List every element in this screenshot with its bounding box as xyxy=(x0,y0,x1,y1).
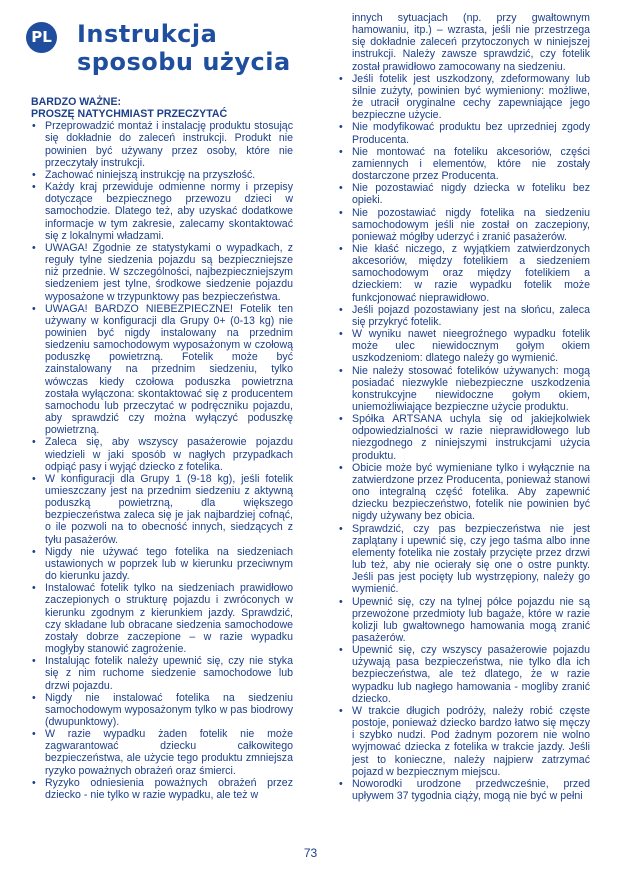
list-item: • Sprawdzić, czy pas bezpieczeństwa nie jest zaplątany i upewnić się, czy jego taśma albo inne elementy fotelika nie zostały przycięte przez drzwi lub też, aby nie ocierały się one o ostre punkty. Jeśli pas jest pocięty lub wystrzępiony, należy go wymienić. xyxy=(338,523,590,596)
list-item: • Jeśli pojazd pozostawiany jest na słońcu, zaleca się przykryć fotelik. xyxy=(338,304,590,328)
list-item: • UWAGA! Zgodnie ze statystykami o wypadkach, z reguły tylne siedzenia pojazdu są bezpieczniejsze niż przednie. W szczególności, najbezpieczniejszym siedzeniem jest tylne, środkowe siedzenie pojazdu wyposażone w trzypunktowy pas bezpieczeństwa. xyxy=(31,242,293,303)
list-item: • Nie montować na foteliku akcesoriów, części zamiennych i elementów, które nie zostały dostarczone przez Producenta. xyxy=(338,146,590,182)
list-item: • Noworodki urodzone przedwcześnie, przed upływem 37 tygodnia ciąży, mogą nie być w pełni xyxy=(338,778,590,802)
list-item: • W konfiguracji dla Grupy 1 (9-18 kg), jeśli fotelik umieszczany jest na przednim siedzeniu z aktywną poduszką powietrzną, dla większego bezpieczeństwa zaleca się je jak najbardziej cofnąć, o ile pozwoli na to obecność innych, siedzących z tyłu pasażerów. xyxy=(31,473,293,546)
list-item: • Upewnić się, czy na tylnej półce pojazdu nie są przewożone przedmioty lub bagaże, które w razie kolizji lub gwałtownego hamowania mogą zranić pasażerów. xyxy=(338,596,590,645)
warning-heading xyxy=(31,96,293,120)
list-item: • Zachować niniejszą instrukcję na przyszłość. xyxy=(31,169,293,181)
list-item: • Instalować fotelik tylko na siedzeniach prawidłowo zaczepionych o strukturę pojazdu i zwróconych w kierunku zgodnym z kierunkiem jazdy. Sprawdzić, czy składane lub obracane siedzenia samochodowe zostały dobrze zaczepione – w razie wypadku mogłyby stanowić zagrożenie. xyxy=(31,582,293,655)
title-line-1: Instrukcja xyxy=(77,20,218,48)
list-item: • Ryzyko odniesienia poważnych obrażeń przez dziecko - nie tylko w razie wypadku, ale też w xyxy=(31,777,293,801)
language-badge: PL xyxy=(26,22,57,53)
right-instruction-list xyxy=(338,12,590,802)
list-item: • Zaleca się, aby wszyscy pasażerowie pojazdu wiedzieli w jaki sposób w nagłych przypadkach odpiąć pasy i wyjąć dziecko z fotelika. xyxy=(31,436,293,472)
list-item: • W wyniku nawet nieegroźnego wypadku fotelik może ulec niewidocznym gołym okiem uszkodzeniom: dlatego należy go wymienić. xyxy=(338,328,590,364)
title-line-2: sposobu użycia xyxy=(77,48,291,76)
list-item: • Przeprowadzić montaż i instalację produktu stosując się dokładnie do zaleceń instrukcji. Produkt nie powinien być używany przez osoby, które nie przeczytały instrukcji. xyxy=(31,120,293,169)
list-item: • Spółka ARTSANA uchyla się od jakiejkolwiek odpowiedzialności w razie nieprawidłowego lub niezgodnego z niniejszymi instrukcjami użycia produktu. xyxy=(338,413,590,462)
warning-heading-line-1: BARDZO WAŻNE: xyxy=(31,96,122,108)
list-item: • Nie kłaść niczego, z wyjątkiem zatwierdzonych akcesoriów, między fotelikiem a siedzeniem samochodowym oraz między fotelikiem a dzieckiem: w razie wypadku fotelik może funkcjonować nieprawidłowo. xyxy=(338,243,590,304)
list-item: • Upewnić się, czy wszyscy pasażerowie pojazdu używają pasa bezpieczeństwa, nie tylko dla ich bezpieczeństwa, ale też dlatego, że w razie wypadku lub nagłego hamowania - mogliby zranić dziecko. xyxy=(338,644,590,705)
list-item: • Obicie może być wymieniane tylko i wyłącznie na zatwierdzone przez Producenta, ponieważ stanowi ono integralną część fotelika. Aby zapewnić dziecku bezpieczeństwo, fotelik nie powinien być nigdy używany bez obicia. xyxy=(338,462,590,523)
list-item: • Nie modyfikować produktu bez uprzedniej zgody Producenta. xyxy=(338,121,590,145)
list-item: • Nigdy nie instalować fotelika na siedzeniu samochodowym wyposażonym tylko w pas biodrowy (dwupunktowy). xyxy=(31,692,293,728)
list-item: • Jeśli fotelik jest uszkodzony, zdeformowany lub silnie zużyty, powinien być wymieniony: możliwe, że utracił oryginalne cechy zapewniające jego bezpieczne użycie. xyxy=(338,73,590,122)
list-item-continuation: innych sytuacjach (np. przy gwałtownym hamowaniu, itp.) – wzrasta, jeśli nie przestrzega się dokładnie zaleceń przytoczonych w niniejszej instrukcji. Należy zawsze sprawdzić, czy fotelik został prawidłowo zamocowany na siedzeniu. xyxy=(352,12,590,73)
list-item: • Nigdy nie używać tego fotelika na siedzeniach ustawionych w poprzek lub w kierunku przeciwnym do kierunku jazdy. xyxy=(31,546,293,582)
list-item: • UWAGA! BARDZO NIEBEZPIECZNE! Fotelik ten używany w konfiguracji dla Grupy 0+ (0-13 kg) nie powinien być nigdy instalowany na przednim siedzeniu samochodowym wyposażonym w czołową poduszkę powietrzną. Fotelik może być zainstalowany na przednim siedzeniu, tylko wówczas kiedy czołowa poduszka powietrzna została wyłączona: skontaktować się z producentem samochodu lub przeczytać w podręczniku pojazdu, aby sprawdzić czy można wyłączyć poduszkę powietrzną. xyxy=(31,303,293,437)
page-title xyxy=(77,20,291,76)
page-number: 73 xyxy=(303,846,318,860)
list-item: • Instalując fotelik należy upewnić się, czy nie styka się z nim ruchome siedzenie samochodowe lub drzwi pojazdu. xyxy=(31,655,293,691)
list-item: • W razie wypadku żaden fotelik nie może zagwarantować dziecku całkowitego bezpieczeństwa, ale użycie tego produktu zmniejsza ryzyko poważnych obrażeń oraz śmierci. xyxy=(31,728,293,777)
warning-heading-line-2: PROSZĘ NATYCHMIAST PRZECZYTAĆ xyxy=(31,108,228,121)
left-instruction-list xyxy=(31,120,293,801)
list-item: • Nie pozostawiać nigdy dziecka w foteliku bez opieki. xyxy=(338,182,590,206)
left-column xyxy=(31,96,293,801)
list-item: • W trakcie długich podróży, należy robić częste postoje, ponieważ dziecko bardzo łatwo się męczy i szybko nudzi. Pod żadnym pozorem nie wolno wyjmować dziecka z fotelika w trakcie jazdy. Jeśli jest to konieczne, należy najpierw zatrzymać pojazd w bezpiecznym miejscu. xyxy=(338,705,590,778)
list-item: • Nie pozostawiać nigdy fotelika na siedzeniu samochodowym jeśli nie został on zaczepiony, ponieważ mógłby uderzyć i zranić pasażerów. xyxy=(338,207,590,243)
list-item: • Nie należy stosować fotelików używanych: mogą posiadać niezwykle niebezpieczne uszkodzenia konstrukcyjne niewidoczne gołym okiem, uniemożliwiające bezpieczne użycie produktu. xyxy=(338,365,590,414)
list-item: • Każdy kraj przewiduje odmienne normy i przepisy dotyczące bezpiecznego przewozu dzieci w samochodzie. Dlatego też, aby uzyskać dodatkowe informacje w tym zakresie, zalecamy skontaktować się z lokalnymi władzami. xyxy=(31,181,293,242)
right-column xyxy=(338,12,590,802)
